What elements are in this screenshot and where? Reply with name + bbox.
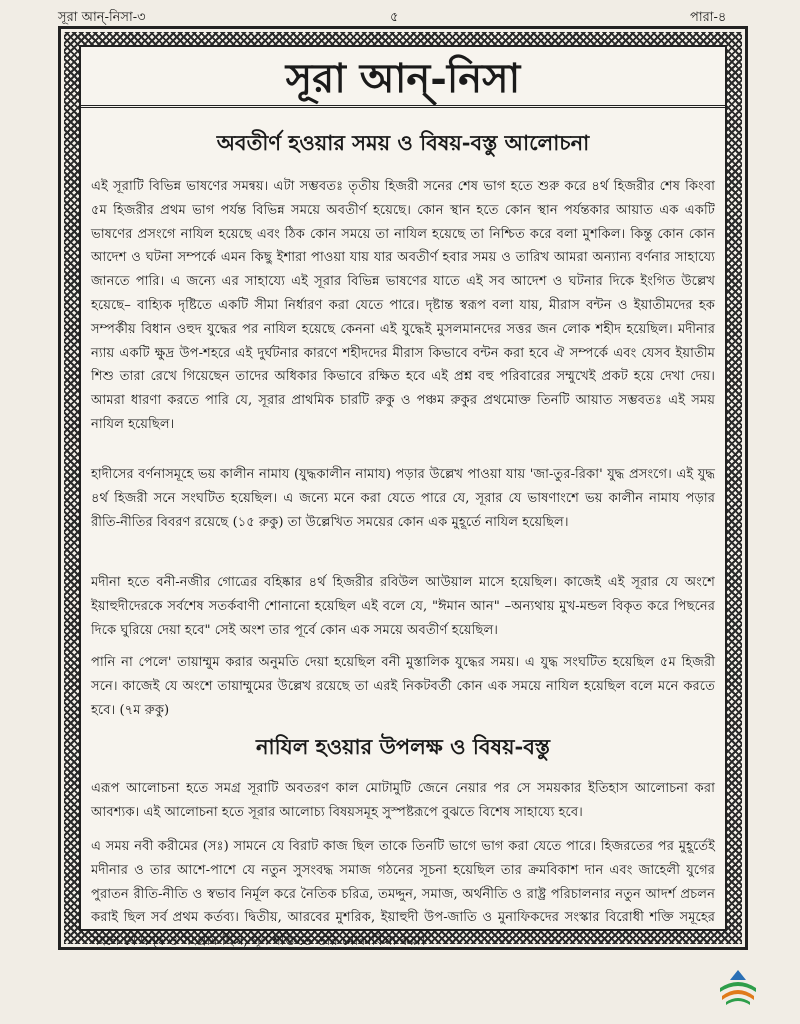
decorative-frame	[58, 26, 748, 950]
section-heading-revelation-time: অবতীর্ণ হওয়ার সময় ও বিষয়-বস্তু আলোচনা	[216, 130, 590, 155]
paragraph: পানি না পেলে' তায়াম্মুম করার অনুমতি দেয়া হয়েছিল বনী মুস্তালিক যুদ্ধের সময়। এ যুদ্ধ সংঘটিত হয়েছিল ৫ম হিজরী সনে। কাজেই যে অংশে তায়াম্মুমের উল্লেখ রয়েছে তা এরই নিকটবর্তী কোন এক সময়ে নাযিল হয়েছিল বলে মনে করতে হবে। (৭ম রুকু)	[91, 655, 715, 718]
paragraph: হাদীসের বর্ণনাসমূহে ভয় কালীন নামায (যুদ্ধকালীন নামায) পড়ার উল্লেখ পাওয়া যায় 'জা-তুর-রিকা' যুদ্ধ প্রসংগে। এই যুদ্ধ ৪র্থ হিজরী সনে সংঘটিত হয়েছিল। এ জন্যে মনে করা যেতে পারে যে, সূরার যে ভাষণাংশে ভয় কালীন নামায পড়ার রীতি-নীতির বিবরণ রয়েছে (১৫ রুকু) তা উল্লেখিত সময়ের কোন এক মুহূর্তে নাযিল হয়েছিল।	[91, 467, 715, 530]
paragraph: এরূপ আলোচনা হতে সমগ্র সূরাটি অবতরণ কাল মোটামুটি জেনে নেয়ার পর সে সময়কার ইতিহাস আলোচনা করা আবশ্যক। এই আলোচনা হতে সূরার আলোচ্য বিষয়সমূহ সুস্পষ্টরূপে বুঝতে বিশেষ সাহায্যে হবে।	[91, 781, 715, 820]
running-head	[0, 4, 800, 28]
paragraph: মদীনা হতে বনী-নজীর গোত্রের বহিষ্কার ৪র্থ হিজরীর রবিউল আউয়াল মাসে হয়েছিল। কাজেই এই সূরার যে অংশে ইয়াহুদীদেরকে সর্বশেষ সতর্কবাণী শোনানো হয়েছিল এই বলে যে, "ঈমান আন" –অন্যথায় মুখ-মন্ডল বিকৃত করে পিছনের দিকে ঘুরিয়ে দেয়া হবে" সেই অংশ তার পূর্বে কোন এক সময়ে অবতীর্ণ হয়েছিল।	[91, 575, 715, 638]
title-divider	[81, 105, 725, 113]
page-title: সূরা আন্-নিসা	[285, 55, 521, 102]
page-number: ৫	[390, 10, 399, 25]
paragraph: এ সময় নবী করীমের (সঃ) সামনে যে বিরাট কাজ ছিল তাকে তিনটি ভাগে ভাগ করা যেতে পারে। হিজরতের পর মুহূর্তেই মদীনার ও তার আশে-পাশে যে নতুন সুসংবদ্ধ সমাজ গঠনের সূচনা হয়েছিল তার ক্রমবিকাশ দান এবং জাহেলী যুগের পুরাতন রীতি-নীতি ও স্বভাব নির্মূল করে নৈতিক চরিত্র, তমদ্দুন, সমাজ, অর্থনীতি ও রাষ্ট্র পরিচালনার নতুন আদর্শ প্রচলন করাই ছিল সর্ব প্রথম কর্তব্য। দ্বিতীয়, আরবের মুশরিক, ইয়াহুদী উপ-জাতি ও মুনাফিকদের সংস্কার বিরোধী শক্তি সমূহের সংগে যে দ্বন্দ্ব ও সংগ্রাম ছিল, পূর্ণ শক্তিতে তার মোকাবিলা করা।	[91, 839, 715, 950]
section-heading-occasion: নাযিল হওয়ার উপলক্ষ ও বিষয়-বস্তু	[255, 734, 550, 759]
page-content	[79, 45, 727, 950]
running-head-right: পারা-৪	[690, 10, 727, 25]
paragraph: এই সূরাটি বিভিন্ন ভাষণের সমন্বয়। এটা সম্ভবতঃ তৃতীয় হিজরী সনের শেষ ভাগ হতে শুরু করে ৪র্থ হিজরীর শেষ কিংবা ৫ম হিজরীর প্রথম ভাগ পর্যন্ত বিভিন্ন সময়ে অবতীর্ণ হয়েছে। কোন স্থান হতে কোন স্থান পর্যন্তকার আয়াত এক একটি ভাষণের প্রসংগে নাযিল হয়েছে এবং ঠিক কোন সময়ে তা নাযিল হয়েছে তা নিশ্চিত করে বলা মুশকিল। কিন্তু কোন কোন আদেশ ও ঘটনা সম্পর্কে এমন কিছু ইশারা পাওয়া যায় যার অবতীর্ণ হবার সময় ও তারিখ আমরা অন্যান্য বর্ণনার সাহায্যে জানতে পারি। এ জন্যে এর সাহায্যে এই সূরার বিভিন্ন ভাষণের যাতে এই সব আদেশ ও ঘটনার দিকে ইংগিত উল্লেখ হয়েছে– বাহ্যিক দৃষ্টিতে একটি সীমা নির্ধারণ করা যেতে পারে। দৃষ্টান্ত স্বরূপ বলা যায়, মীরাস বন্টন ও ইয়াতীমদের হক সম্পর্কীয় বিধান ওহুদ যুদ্ধের পর নাযিল হয়েছে কেননা এই যুদ্ধেই মুসলমানদের সত্তর জন লোক শহীদ হয়েছিল। মদীনার ন্যায় একটি ক্ষুদ্র উপ-শহরে এই দুর্ঘটনার কারণে শহীদদের মীরাস কিভাবে বন্টন করা হবে ঐ সম্পর্কে এবং যেসব ইয়াতীম শিশু তারা রেখে গিয়েছেন তাদের অধিকার কিভাবে রক্ষিত হবে এই প্রশ্ন বহু পরিবারের সম্মুখেই প্রকট হয়ে দেখা দেয়। আমরা ধারণা করতে পারি যে, সূরার প্রাথমিক চারটি রুকু ও পঞ্চম রুকুর প্রথমোক্ত তিনটি আয়াত সম্ভবতঃ এই সময় নাযিল হয়েছিল।	[91, 179, 715, 432]
running-head-left: সূরা আন্-নিসা-৩	[58, 10, 146, 25]
book-logo-icon	[716, 968, 760, 1008]
